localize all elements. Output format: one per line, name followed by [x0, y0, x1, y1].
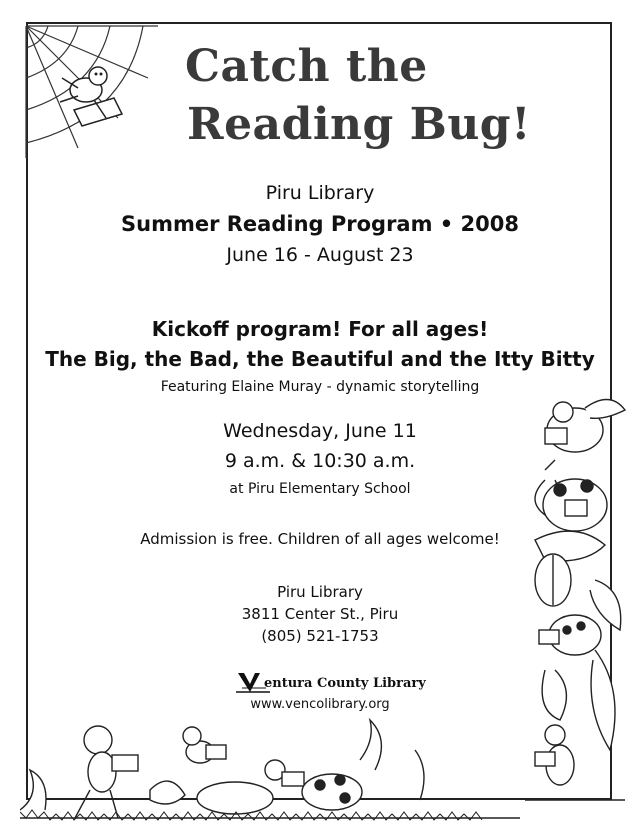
event-times: 9 a.m. & 10:30 a.m.: [224, 450, 416, 472]
title-line-2: Reading Bug!: [187, 99, 531, 150]
library-logo: [236, 670, 426, 694]
kickoff-heading: Kickoff program! For all ages!: [151, 317, 489, 341]
bug-stack-illustration: [515, 390, 635, 810]
spider-web-icon: [18, 18, 168, 168]
event-title: The Big, the Bad, the Beautiful and the Itty Bitty: [45, 347, 595, 371]
event-day: Wednesday, June 11: [223, 420, 417, 442]
admission-note: Admission is free. Children of all ages welcome!: [140, 530, 500, 548]
library-name: Piru Library: [265, 182, 375, 204]
website-link[interactable]: www.vencolibrary.org: [250, 697, 390, 712]
featuring-line: Featuring Elaine Muray - dynamic storytelling: [160, 379, 480, 395]
logo-text: entura County Library: [264, 676, 426, 691]
phone-number: (805) 521-1753: [261, 627, 379, 645]
reading-bugs-illustration: [20, 700, 520, 825]
program-title: Summer Reading Program • 2008: [121, 212, 519, 236]
event-location: at Piru Elementary School: [229, 481, 411, 497]
flyer-title: [185, 38, 545, 154]
title-line-1: Catch the: [185, 41, 428, 92]
address-name: Piru Library: [277, 583, 363, 601]
address-street: 3811 Center St., Piru: [241, 605, 399, 623]
program-dates: June 16 - August 23: [226, 244, 414, 266]
